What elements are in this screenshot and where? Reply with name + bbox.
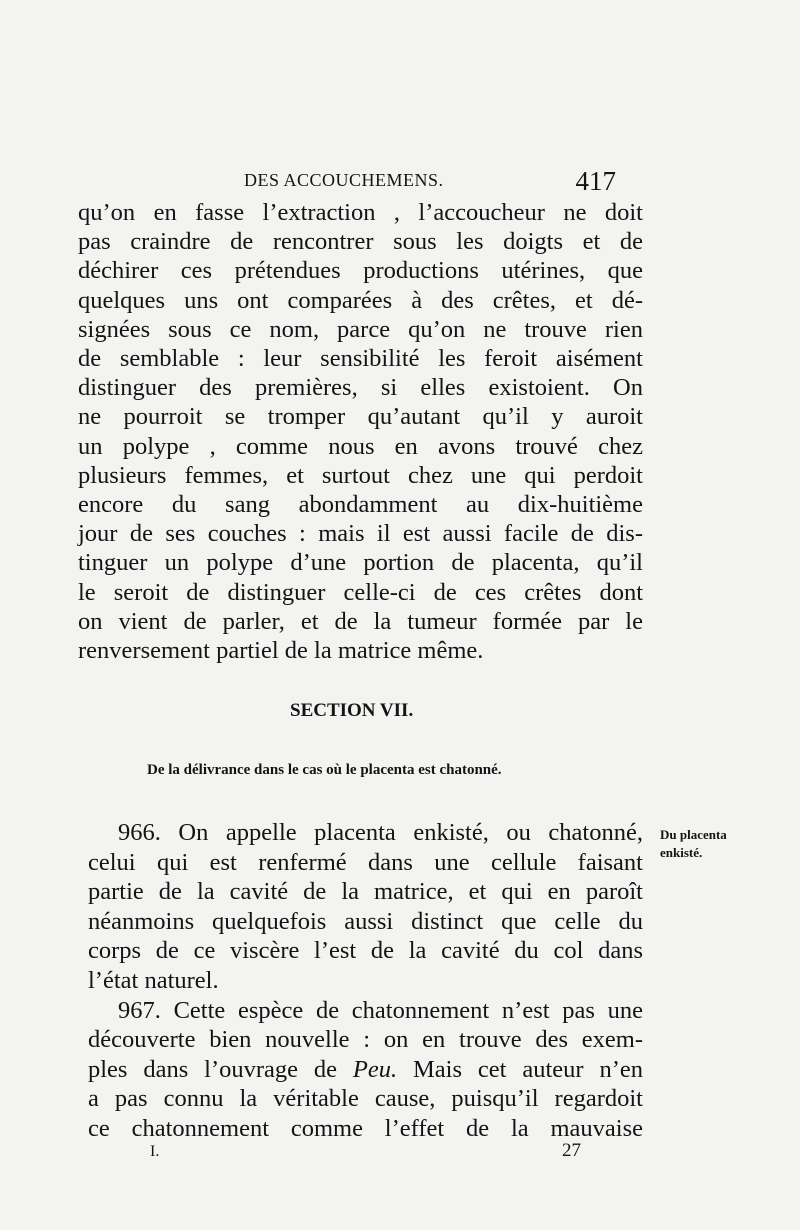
text-line: 966. On appelle placenta enkisté, ou chatonné,: [118, 819, 643, 846]
text-line: [88, 1055, 643, 1085]
text-line: de semblable : leur sensibilité les feroit aisément: [78, 345, 643, 373]
signature-mark: I.: [150, 1143, 160, 1160]
paragraph-continued: [78, 198, 643, 665]
text-line: signées sous ce nom, parce qu’on ne trouve rien: [78, 315, 643, 343]
text-line: un polype , comme nous en avons trouvé chez: [78, 432, 643, 460]
text-line: quelques uns ont comparées à des crêtes, et dé-: [78, 286, 643, 314]
text-line: a pas connu la véritable cause, puisqu’il regardoit: [88, 1085, 643, 1113]
text-line: néanmoins quelquefois aussi distinct que celle du: [88, 907, 643, 935]
text-line: déchirer ces prétendues productions utérines, que: [78, 257, 643, 285]
text-line: partie de la cavité de la matrice, et qui en paroît: [88, 878, 643, 906]
text-line: jour de ses couches : mais il est aussi facile de dis-: [78, 520, 643, 548]
paragraph-966-967: [88, 818, 643, 1144]
text-line: qu’on en fasse l’extraction , l’accoucheur ne doit: [78, 199, 643, 226]
page-number: 417: [575, 166, 616, 196]
margin-note-line: enkisté.: [660, 845, 703, 860]
section-title: SECTION VII.: [290, 700, 414, 721]
text-line: l’état naturel.: [88, 966, 219, 994]
margin-note: [660, 826, 790, 862]
text-line: 967. Cette espèce de chatonnement n’est pas une: [118, 996, 643, 1024]
author-name: Peu.: [352, 1055, 398, 1083]
text-line: ne pourroit se tromper qu’autant qu’il y auroit: [78, 403, 643, 431]
section-subtitle: De la délivrance dans le cas où le placenta est chatonné.: [147, 762, 502, 778]
text-line: corps de ce viscère l’est de la cavité du col dans: [88, 937, 643, 965]
footer-page-number: 27: [562, 1140, 581, 1161]
text-line: plusieurs femmes, et surtout chez une qui perdoit: [78, 461, 643, 489]
text-line: tinguer un polype d’une portion de placenta, qu’il: [78, 549, 643, 577]
text-run: ples dans l’ouvrage de: [88, 1055, 353, 1083]
text-run: Mais cet auteur n’en: [397, 1055, 643, 1083]
text-line: celui qui est renfermé dans une cellule faisant: [88, 848, 643, 876]
running-title: DES ACCOUCHEMENS.: [244, 170, 444, 190]
text-line: découverte bien nouvelle : on en trouve des exem-: [88, 1026, 643, 1054]
text-line: ce chatonnement comme l’effet de la mauvaise: [88, 1114, 643, 1142]
text-line: on vient de parler, et de la tumeur formée par le: [78, 607, 643, 635]
running-head: [244, 166, 644, 200]
text-line: distinguer des premières, si elles existoient. On: [78, 374, 643, 402]
text-line: pas craindre de rencontrer sous les doigts et de: [78, 228, 643, 256]
margin-note-line: Du placenta: [660, 827, 727, 842]
text-line: le seroit de distinguer celle-ci de ces crêtes dont: [78, 578, 643, 606]
text-line: renversement partiel de la matrice même.: [78, 637, 484, 665]
text-line: encore du sang abondamment au dix-huitième: [78, 491, 643, 519]
